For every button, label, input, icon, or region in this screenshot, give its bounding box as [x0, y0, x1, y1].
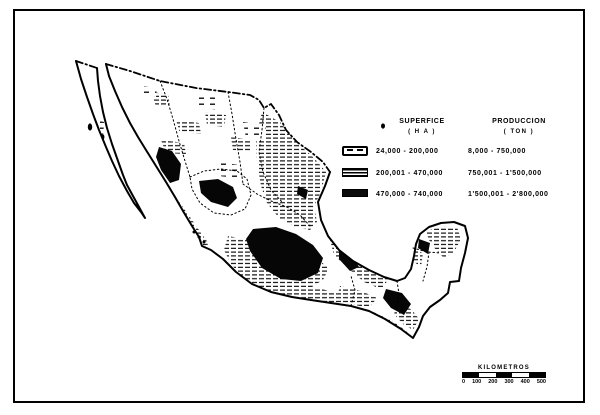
legend-superficie-range-3: 470,000 - 740,000: [376, 190, 444, 198]
legend-row-class3: [342, 189, 570, 200]
scale-bar-tick: 300: [504, 379, 514, 385]
scale-bar-segment: [496, 373, 512, 377]
legend-produccion-range-2: 750,001 - 1'500,000: [468, 169, 542, 177]
legend-superficie-range-1: 24,000 - 200,000: [376, 148, 439, 156]
scale-bar-tick: 200: [488, 379, 498, 385]
legend-headers: [342, 118, 570, 136]
legend-swatch-solid-black: [342, 189, 368, 197]
legend-produccion-range-1: 8,000 - 750,000: [468, 148, 527, 156]
legend-swatch-outlined-dash: [342, 146, 368, 156]
legend: [342, 118, 570, 209]
scale-bar-segment: [479, 373, 495, 377]
scale-bar: [462, 365, 546, 385]
legend-superficie-range-2: 200,001 - 470,000: [376, 169, 444, 177]
legend-swatch-horizontal-hatch: [342, 168, 368, 177]
legend-produccion-header: [468, 118, 570, 136]
scale-bar-segments: [462, 372, 546, 378]
legend-row-class1: [342, 146, 570, 159]
legend-superficie-title: SUPERFICE: [399, 118, 445, 125]
scale-bar-tick: 0: [462, 379, 466, 385]
scale-bar-segment: [529, 373, 545, 377]
scale-bar-label: KILOMETROS: [478, 365, 530, 371]
scale-bar-ticks: [462, 379, 546, 385]
legend-produccion-range-3: 1'500,001 - 2'800,000: [468, 190, 549, 198]
legend-superficie-header: [376, 118, 468, 136]
legend-produccion-title: PRODUCCION: [492, 118, 546, 125]
scale-bar-tick: 400: [520, 379, 530, 385]
legend-row-class2: [342, 168, 570, 180]
legend-superficie-unit: ( H A ): [408, 129, 436, 136]
legend-produccion-unit: ( TON ): [503, 129, 535, 136]
scale-bar-segment: [463, 373, 479, 377]
scale-bar-tick: 100: [472, 379, 482, 385]
scale-bar-tick: 500: [536, 379, 546, 385]
scale-bar-segment: [512, 373, 528, 377]
